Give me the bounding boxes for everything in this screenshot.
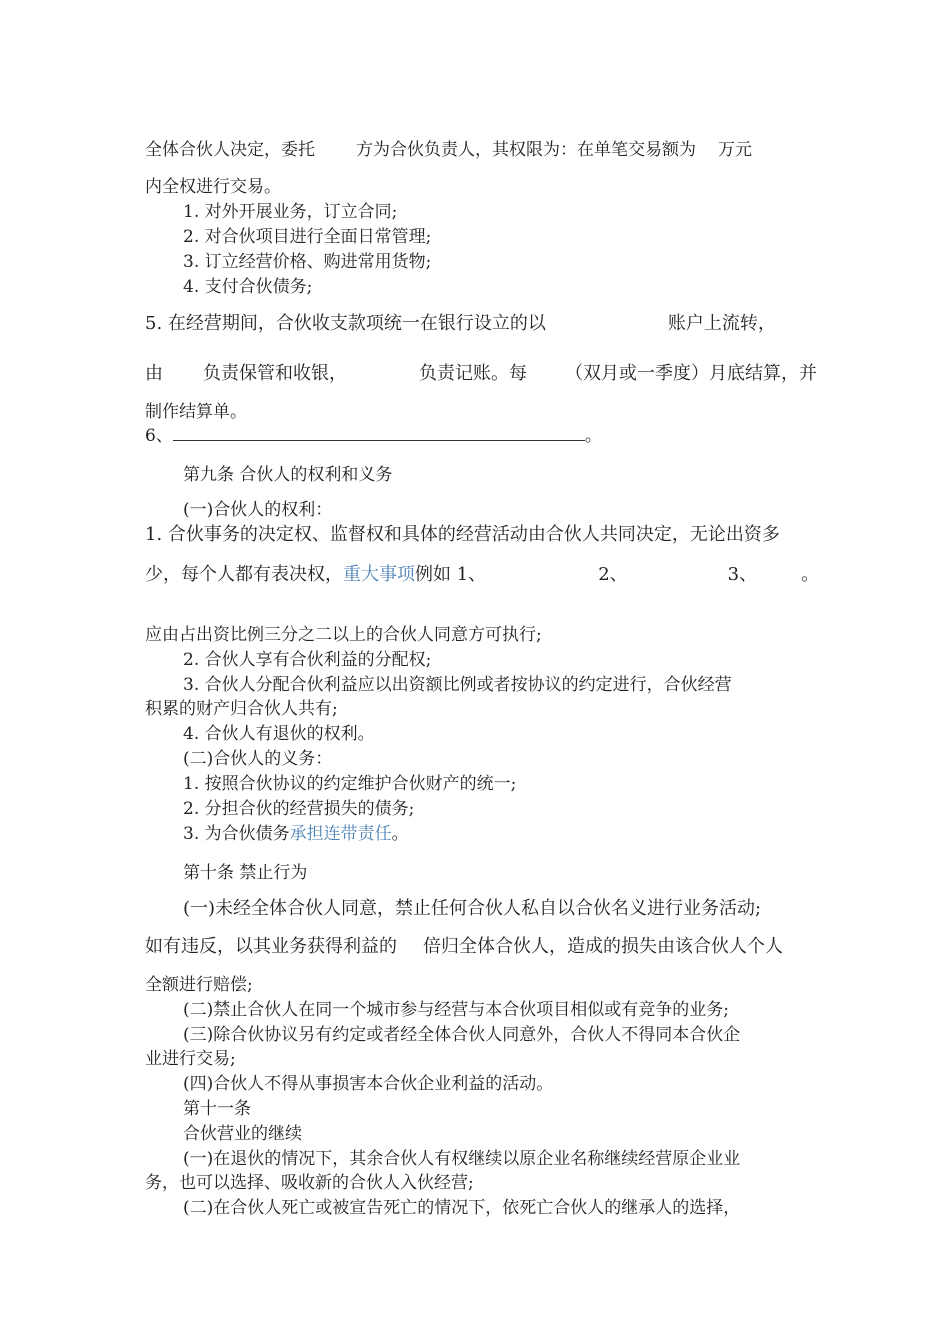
- list-item: 3. 为合伙债务承担连带责任。: [183, 824, 409, 844]
- list-item: 3. 订立经营价格、购进常用货物;: [183, 252, 432, 272]
- list-item: 1. 按照合伙协议的约定维护合伙财产的统一;: [183, 774, 517, 794]
- subsection-heading: (一)合伙人的权利：: [183, 500, 333, 520]
- paragraph-line: 内全权进行交易。: [145, 177, 281, 197]
- paragraph-line: 制作结算单。: [145, 402, 247, 422]
- list-item: 1. 合伙事务的决定权、监督权和具体的经营活动由合伙人共同决定，无论出资多: [145, 524, 780, 545]
- fill-in-blank: [173, 424, 585, 441]
- section-heading: 第九条 合伙人的权利和义务: [183, 465, 393, 485]
- paragraph-line: 积累的财产归合伙人共有;: [145, 699, 338, 719]
- list-item: 6、 。: [145, 426, 602, 446]
- paragraph-line: 业进行交易;: [145, 1049, 236, 1069]
- link-joint-liability[interactable]: 承担连带责任: [289, 824, 392, 844]
- list-item: (四)合伙人不得从事损害本合伙企业利益的活动。: [183, 1074, 554, 1094]
- paragraph-line: 如有违反，以其业务获得利益的 倍归全体合伙人，造成的损失由该合伙人个人: [145, 936, 783, 957]
- list-item: 2. 分担合伙的经营损失的债务;: [183, 799, 415, 819]
- section-heading: 第十条 禁止行为: [183, 863, 308, 883]
- list-item: (二)在合伙人死亡或被宣告死亡的情况下，依死亡合伙人的继承人的选择，: [183, 1198, 741, 1218]
- paragraph-line: 全体合伙人决定，委托 方为合伙负责人，其权限为：在单笔交易额为 万元: [145, 140, 752, 160]
- list-item: (三)除合伙协议另有约定或者经全体合伙人同意外，合伙人不得同本合伙企: [183, 1025, 741, 1045]
- subsection-heading: (二)合伙人的义务：: [183, 749, 333, 769]
- list-item: 3. 合伙人分配合伙利益应以出资额比例或者按协议的约定进行，合伙经营: [183, 675, 732, 695]
- list-item: 5. 在经营期间，合伙收支款项统一在银行设立的以 账户上流转，: [145, 313, 776, 334]
- list-item: 4. 合伙人有退伙的权利。: [183, 724, 375, 744]
- link-major-matters[interactable]: 重大事项: [343, 564, 415, 585]
- list-item: 1. 对外开展业务，订立合同;: [183, 202, 398, 222]
- list-item: 2. 对合伙项目进行全面日常管理;: [183, 227, 432, 247]
- list-item: 4. 支付合伙债务;: [183, 277, 313, 297]
- paragraph-line: 全额进行赔偿;: [145, 975, 253, 995]
- paragraph-line: 应由占出资比例三分之二以上的合伙人同意方可执行;: [145, 625, 542, 645]
- section-title: 合伙营业的继续: [183, 1124, 302, 1144]
- list-item: (一)在退伙的情况下，其余合伙人有权继续以原企业名称继续经营原企业业: [183, 1149, 741, 1169]
- paragraph-line: 务，也可以选择、吸收新的合伙人入伙经营;: [145, 1173, 474, 1193]
- paragraph-line: 由 负责保管和收银， 负责记账。每 （双月或一季度）月底结算，并: [145, 363, 817, 384]
- paragraph-line: 少，每个人都有表决权，重大事项例如 1、 2、 3、 。: [145, 564, 820, 585]
- list-item: 2. 合伙人享有合伙利益的分配权;: [183, 650, 432, 670]
- list-item: (一)未经全体合伙人同意，禁止任何合伙人私自以合伙名义进行业务活动;: [183, 898, 762, 919]
- section-heading: 第十一条: [183, 1099, 251, 1119]
- list-item: (二)禁止合伙人在同一个城市参与经营与本合伙项目相似或有竞争的业务;: [183, 1000, 729, 1020]
